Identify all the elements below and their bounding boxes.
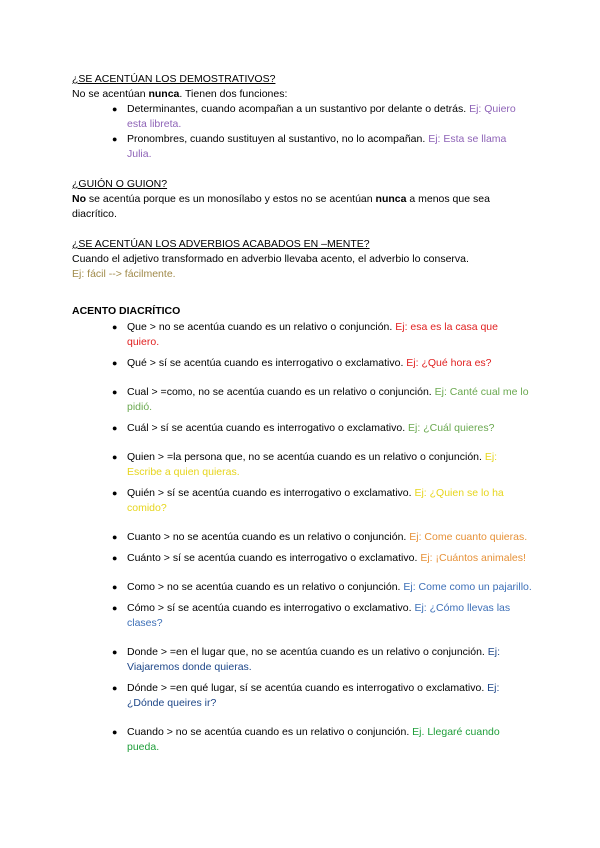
- bold-run: nunca: [148, 88, 180, 100]
- list-diacritico-que: [72, 320, 532, 371]
- list-diacritico-cual: [72, 385, 532, 436]
- list-diacritico-cuando: [72, 725, 532, 755]
- list-item: [72, 551, 532, 566]
- item-example: Ej: ¿Cuál quieres?: [408, 422, 495, 434]
- bullet-icon: ●: [112, 387, 118, 397]
- bullet-icon: ●: [112, 322, 118, 332]
- item-text: Cuál > sí se acentúa cuando es interrogativo o exclamativo.: [127, 422, 409, 434]
- text-run: . Tienen dos funciones:: [179, 88, 288, 100]
- item-text: Cuanto > no se acentúa cuando es un relativo o conjunción.: [127, 531, 410, 543]
- list-item: [72, 681, 532, 711]
- heading-acento-diacritico: ACENTO DIACRÍTICO: [72, 305, 181, 317]
- list-diacritico-quien: [72, 450, 532, 516]
- item-text: Dónde > =en qué lugar, sí se acentúa cuando es interrogativo o exclamativo.: [127, 682, 488, 694]
- bullet-icon: ●: [112, 134, 118, 144]
- list-diacritico-como: [72, 580, 532, 631]
- item-example: Ej: ¿Qué hora es?: [406, 357, 492, 369]
- item-example: Ej: esa es la casa que quiero.: [127, 321, 498, 348]
- bullet-icon: ●: [112, 358, 118, 368]
- list-item: [72, 421, 532, 436]
- list-item: [72, 132, 532, 162]
- text-run: No se acentúan: [72, 88, 149, 100]
- item-example: Ej: ¿Dónde queires ir?: [127, 682, 500, 709]
- item-text: Cómo > sí se acentúa cuando es interrogativo o exclamativo.: [127, 602, 415, 614]
- document-page: [72, 72, 532, 755]
- item-text: Pronombres, cuando sustituyen al sustantivo, no lo acompañan.: [127, 133, 429, 145]
- example-adverbios: Ej: fácil --> fácilmente.: [72, 268, 176, 280]
- item-example: Ej: ¿Quien se lo ha comido?: [127, 487, 504, 514]
- list-item: [72, 385, 532, 415]
- bullet-icon: ●: [112, 488, 118, 498]
- list-item: [72, 530, 532, 545]
- bold-run: No: [72, 193, 86, 205]
- bold-run: nunca: [375, 193, 407, 205]
- list-item: [72, 580, 532, 595]
- list-item: [72, 486, 532, 516]
- list-item: [72, 601, 532, 631]
- bullet-icon: ●: [112, 553, 118, 563]
- item-text: Cual > =como, no se acentúa cuando es un relativo o conjunción.: [127, 386, 435, 398]
- bullet-icon: ●: [112, 727, 118, 737]
- item-example: Ej. Llegaré cuando pueda.: [127, 726, 500, 753]
- paragraph-demostrativos-intro: [72, 87, 532, 102]
- item-example: Ej: Quiero esta libreta.: [127, 103, 516, 130]
- bullet-icon: ●: [112, 423, 118, 433]
- item-example: Ej: Escribe a quien quieras.: [127, 451, 498, 478]
- item-example: Ej: ¡Cuántos animales!: [420, 552, 526, 564]
- list-item: [72, 356, 532, 371]
- item-text: Que > no se acentúa cuando es un relativo o conjunción.: [127, 321, 396, 333]
- item-example: Ej: Viajaremos donde quieras.: [127, 646, 501, 673]
- item-text: Quién > sí se acentúa cuando es interrogativo o exclamativo.: [127, 487, 415, 499]
- item-text: Donde > =en el lugar que, no se acentúa cuando es un relativo o conjunción.: [127, 646, 488, 658]
- list-item: [72, 725, 532, 755]
- item-example: Ej: Canté cual me lo pidió.: [127, 386, 529, 413]
- heading-demostrativos: ¿SE ACENTÚAN LOS DEMOSTRATIVOS?: [72, 73, 276, 85]
- bullet-icon: ●: [112, 582, 118, 592]
- bullet-icon: ●: [112, 603, 118, 613]
- bullet-icon: ●: [112, 647, 118, 657]
- item-text: Quien > =la persona que, no se acentúa cuando es un relativo o conjunción.: [127, 451, 485, 463]
- item-example: Ej: Esta se llama Julia.: [127, 133, 507, 160]
- text-run: se acentúa porque es un monosílabo y estos no se acentúan: [86, 193, 376, 205]
- paragraph-guion: [72, 192, 532, 222]
- list-diacritico-cuanto: [72, 530, 532, 566]
- heading-adverbios: ¿SE ACENTÚAN LOS ADVERBIOS ACABADOS EN –MENTE?: [72, 238, 370, 250]
- item-text: Cuando > no se acentúa cuando es un relativo o conjunción.: [127, 726, 413, 738]
- item-text: Cuánto > sí se acentúa cuando es interrogativo o exclamativo.: [127, 552, 421, 564]
- bullet-icon: ●: [112, 532, 118, 542]
- list-item: [72, 102, 532, 132]
- list-item: [72, 645, 532, 675]
- item-example: Ej: Come como un pajarillo.: [403, 581, 532, 593]
- item-text: Determinantes, cuando acompañan a un sustantivo por delante o detrás.: [127, 103, 470, 115]
- list-demostrativos: [72, 102, 532, 162]
- item-text: Como > no se acentúa cuando es un relativo o conjunción.: [127, 581, 404, 593]
- paragraph-adverbios: Cuando el adjetivo transformado en adverbio llevaba acento, el adverbio lo conserva.: [72, 253, 469, 265]
- item-text: Qué > sí se acentúa cuando es interrogativo o exclamativo.: [127, 357, 407, 369]
- item-example: Ej: Come cuanto quieras.: [409, 531, 528, 543]
- text-run: a menos que sea diacrítico.: [72, 193, 490, 220]
- list-item: [72, 450, 532, 480]
- list-diacritico-donde: [72, 645, 532, 711]
- bullet-icon: ●: [112, 683, 118, 693]
- heading-guion: ¿GUIÓN O GUION?: [72, 178, 168, 190]
- bullet-icon: ●: [112, 104, 118, 114]
- list-item: [72, 320, 532, 350]
- bullet-icon: ●: [112, 452, 118, 462]
- item-example: Ej: ¿Cómo llevas las clases?: [127, 602, 511, 629]
